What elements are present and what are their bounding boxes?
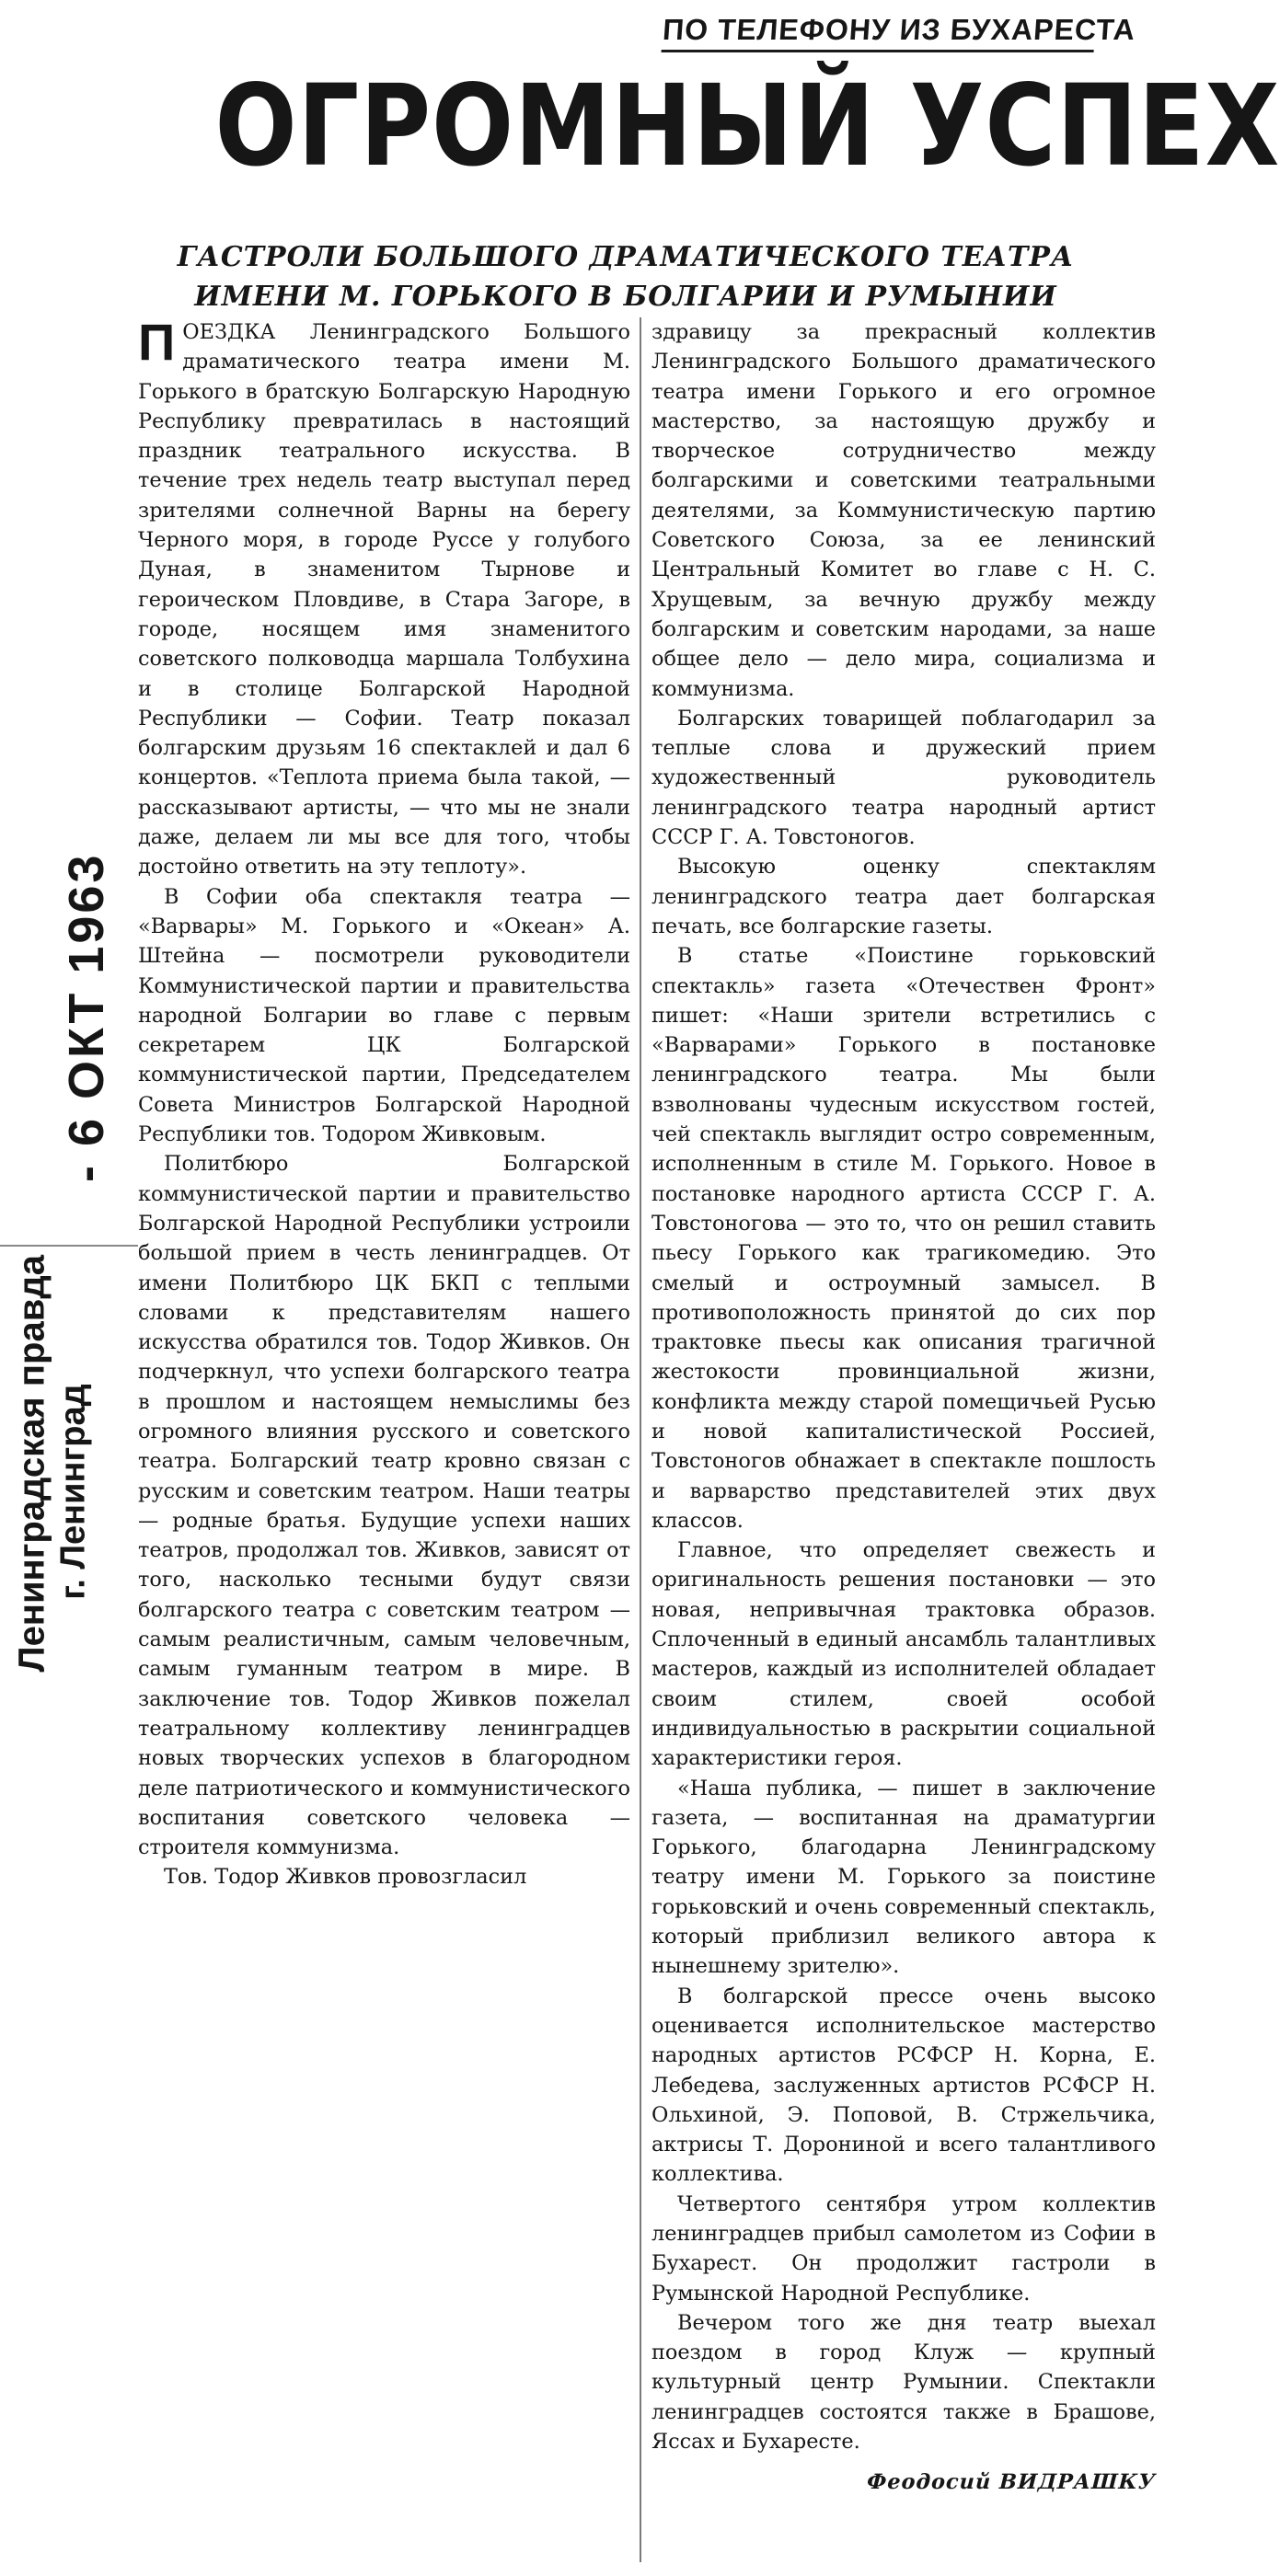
subheadline [147,237,1104,316]
article-paragraph: Главное, что определяет свежесть и оригинальность решения постановки — это новая, непривычная трактовка образов. Сплоченный в единый ансамбль талантливых мастеров, каждый из исполнителей обладает своим стилем, своей особой индивидуальностью в раскрытии социальной характеристики героя. [652,1538,1156,1771]
article-column-left [138,313,630,1892]
article-column-right [652,317,1156,2498]
article-paragraph: В Софии оба спектакля театра — «Варвары» М. Горького и «Океан» А. Штейна — посмотрели руководители Коммунистической партии и правительства народной Болгарии во главе с первым секретарем ЦК Болгарской коммунистической партии, Председателем Совета Министров Болгарской Народной Республики тов. Тодором Живковым. [138,884,630,1147]
drop-cap: П [138,313,176,371]
article-paragraph: Вечером того же дня театр выехал поездом в город Клуж — крупный культурный центр Румынии. Спектакли ленинградцев состоятся также в Брашове, Яссах и Бухаресте. [652,2310,1156,2455]
article-paragraph: Тов. Тодор Живков провозгласил [164,1865,527,1890]
article-paragraph: Высокую оценку спектаклям ленинградского театра дает болгарская печать, все болгарские газеты. [652,855,1156,938]
city-stamp: г. Ленинград [53,1384,93,1600]
article-paragraph: Болгарских товарищей поблагодарил за теплые слова и дружеский прием художественный руководитель ленинградского театра народный артист СССР Г. А. Товстоногов. [652,706,1156,850]
newspaper-name-stamp: Ленинградская правда [11,1255,52,1673]
subhead-line-2: ИМЕНИ М. ГОРЬКОГО В БОЛГАРИИ И РУМЫНИИ [194,281,1057,313]
rubric: ПО ТЕЛЕФОНУ ИЗ БУХАРЕСТА [661,13,1096,52]
article-paragraph: Четвертого сентября утром коллектив ленинградцев прибыл самолетом из Софии в Бухарест. Он продолжит гастроли в Румынской Народной Республике. [652,2191,1156,2306]
article-paragraph: В статье «Поистине горьковский спектакль» газета «Отечествен Фронт» пишет: «Наши зрители встретились с «Варварами» Горького в постановке ленинградского театра. Мы были взволнованы чудесным искусством гостей, чей спектакль выглядит остро современным, исполненным в стиле М. Горького. Новое в постановке народного артиста СССР Г. А. Товстоногова — это то, что он решил ставить пьесу Горького как трагикомедию. Это смелый и остроумный замысел. В противоположность принятой до сих пор трактовке пьесы как описания трагичной жестокости провинциальной жизни, конфликта между старой помещичьей Русью и новой капиталистической Россией, Товстоногов обнажает в спектакле пошлость и варварство представителей этих двух классов. [652,944,1156,1533]
article-paragraph: «Наша публика, — пишет в заключение газета, — воспитанная на драматургии Горького, благодарна Ленинградскому театру имени М. Горького за поистине горьковский и очень современный спектакль, который приблизил великого автора к нынешнему зрителю». [652,1776,1156,1979]
article-paragraph: Политбюро Болгарской коммунистической партии и правительство Болгарской Народной Республики устроили большой прием в честь ленинградцев. От имени Политбюро ЦК БКП с теплыми словами к представителям нашего искусства обратился тов. Тодор Живков. Он подчеркнул, что успехи болгарского театра в прошлом и настоящем немыслимы без огромного влияния русского и советского театра. Болгарский театр кровно связан с русским и советским театром. Наши театры — родные братья. Будущие успехи наших театров, продолжал тов. Живков, зависят от того, насколько тесными будут связи болгарского театра с советским театром — самым реалистичным, самым человечным, самым гуманным театром в мире. В заключение тов. Тодор Живков пожелал театральному коллективу ленинградцев новых творческих успехов в благородном деле патриотического и коммунистического воспитания советского человека — строителя коммунизма. [138,1152,630,1860]
subhead-line-1: ГАСТРОЛИ БОЛЬШОГО ДРАМАТИЧЕСКОГО ТЕАТРА [177,241,1075,273]
article-paragraph: здравицу за прекрасный коллектив Ленинградского Большого драматического театра имени Горького и его огромное мастерство, за настоящую дружбу и творческое сотрудничество между болгарскими и советскими театральными деятелями, за Коммунистическую партию Советского Союза, за ее ленинский Центральный Комитет во главе с Н. С. Хрущевым, за вечную дружбу между болгарским и советским народами, за наше общее дело — дело мира, социализма и коммунизма. [652,320,1156,701]
headline: ОГРОМНЫЙ УСПЕХ [214,61,1280,191]
article-paragraph [138,313,630,882]
article-paragraph: В болгарской прессе очень высоко оценивается исполнительское мастерство народных артистов РСФСР Н. Корна, Е. Лебедева, заслуженных артистов РСФСР Н. Ольхиной, Э. Поповой, В. Стржельчика, актрисы Т. Дорониной и всего талантливого коллектива. [652,1984,1156,2187]
stamp-divider [0,1245,138,1247]
column-divider [640,317,641,2562]
paragraph-text: ОЕЗДКА Ленинградского Большого драматического театра имени М. Горького в братскую Болгарскую Народную Республику превратилась в настоящий праздник театрального искусства. В течение трех недель театр выступал перед зрителями солнечной Варны на берегу Черного моря, в городе Руссе у голубого Дуная, в знаменитом Тырнове и героическом Пловдиве, в Стара Загоре, в городе, носящем имя знаменитого советского полководца маршала Толбухина и в столице Болгарской Народной Республики — Софии. Театр показал болгарским друзьям 16 спектаклей и дал 6 концертов. «Теплота приема была такой, — рассказывают артисты, — что мы не знали даже, делаем ли мы все для того, чтобы достойно ответить на эту теплоту». [138,320,630,880]
author-signature: Феодосий ВИДРАШКУ [866,2470,1157,2495]
date-stamp: - 6 ОКТ 1963 [59,852,114,1182]
